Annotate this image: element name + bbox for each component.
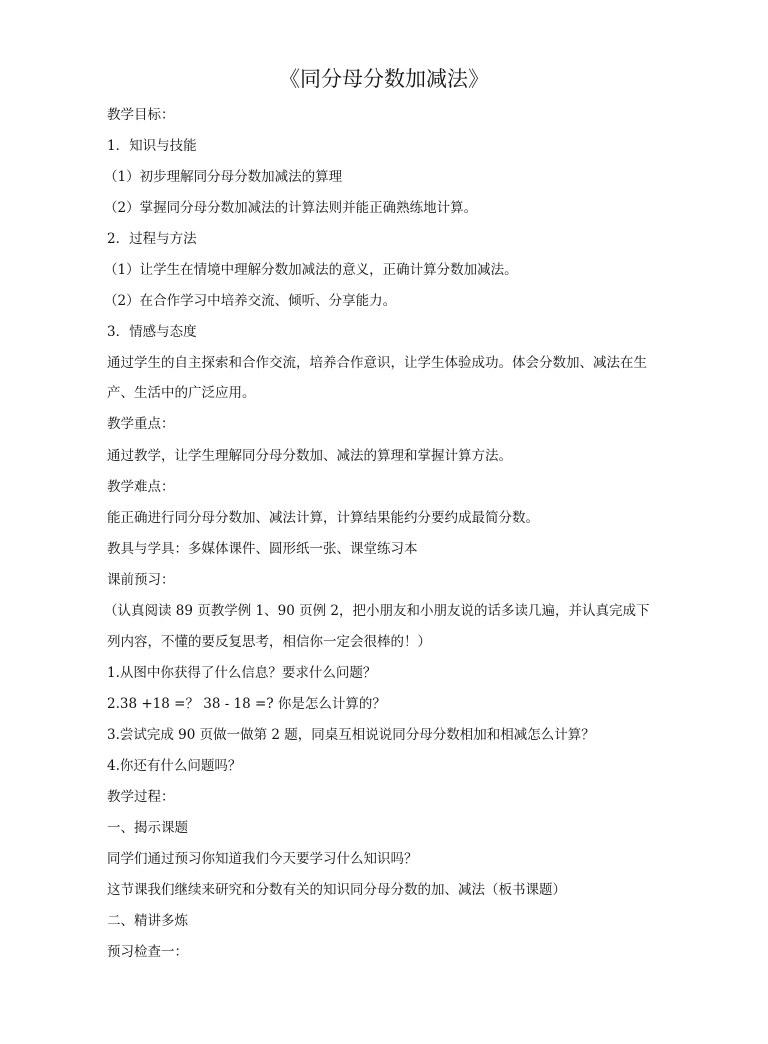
goal-knowledge-skills: 1．知识与技能: [107, 138, 197, 154]
heading-key-points: 教学重点：: [107, 416, 175, 432]
goal-item-3-text: 通过学生的自主探索和合作交流，培养合作意识，让学生体验成功。体会分数加、减法在生: [107, 355, 647, 371]
goal-item-3-text-cont: 产、生活中的广泛应用。: [107, 385, 256, 401]
section-reveal-topic: 一、揭示课题: [107, 820, 188, 836]
document-title: 《同分母分数加减法》: [279, 67, 489, 91]
goal-process-method: 2．过程与方法: [107, 231, 197, 247]
goal-item-1-1: （1）初步理解同分母分数加减法的算理: [104, 169, 343, 185]
section-explain-practice: 二、精讲多炼: [107, 913, 188, 929]
goal-item-2-2: （2）在合作学习中培养交流、倾听、分享能力。: [104, 293, 397, 309]
preview-question-4: 4.你还有什么问题吗？: [107, 758, 242, 774]
heading-difficulties: 教学难点：: [107, 479, 175, 495]
heading-teaching-goals: 教学目标：: [107, 107, 175, 123]
reveal-topic-text-2: 这节课我们继续来研究和分数有关的知识同分母分数的加、减法（板书课题）: [107, 882, 566, 898]
preview-instruction-cont: 列内容，不懂的要反复思考，相信你一定会很棒的！）: [107, 634, 431, 650]
heading-teaching-process: 教学过程：: [107, 789, 175, 805]
preview-question-1: 1.从图中你获得了什么信息？要求什么问题？: [107, 665, 377, 681]
preview-question-2: 2.38 +18 =？ 38 - 18 =? 你是怎么计算的？: [107, 696, 386, 712]
teaching-tools: 教具与学具：多媒体课件、圆形纸一张、课堂练习本: [107, 541, 418, 557]
goal-emotion-attitude: 3．情感与态度: [107, 324, 197, 340]
heading-preview: 课前预习：: [107, 572, 175, 588]
key-points-text: 通过教学，让学生理解同分母分数加、减法的算理和掌握计算方法。: [107, 448, 512, 464]
preview-question-3: 3.尝试完成 90 页做一做第 2 题，同桌互相说说同分母分数相加和相减怎么计算？: [107, 727, 595, 743]
difficulties-text: 能正确进行同分母分数加、减法计算，计算结果能约分要约成最简分数。: [107, 510, 539, 526]
goal-item-2-1: （1）让学生在情境中理解分数加减法的意义，正确计算分数加减法。: [104, 262, 518, 278]
reveal-topic-text-1: 同学们通过预习你知道我们今天要学习什么知识吗？: [107, 851, 418, 867]
goal-item-1-2: （2）掌握同分母分数加减法的计算法则并能正确熟练地计算。: [104, 200, 478, 216]
preview-instruction: （认真阅读 89 页教学例 1、90 页例 2，把小朋友和小朋友说的话多读几遍，并认真完成下: [104, 603, 650, 619]
preview-check-1: 预习检查一：: [107, 944, 188, 960]
